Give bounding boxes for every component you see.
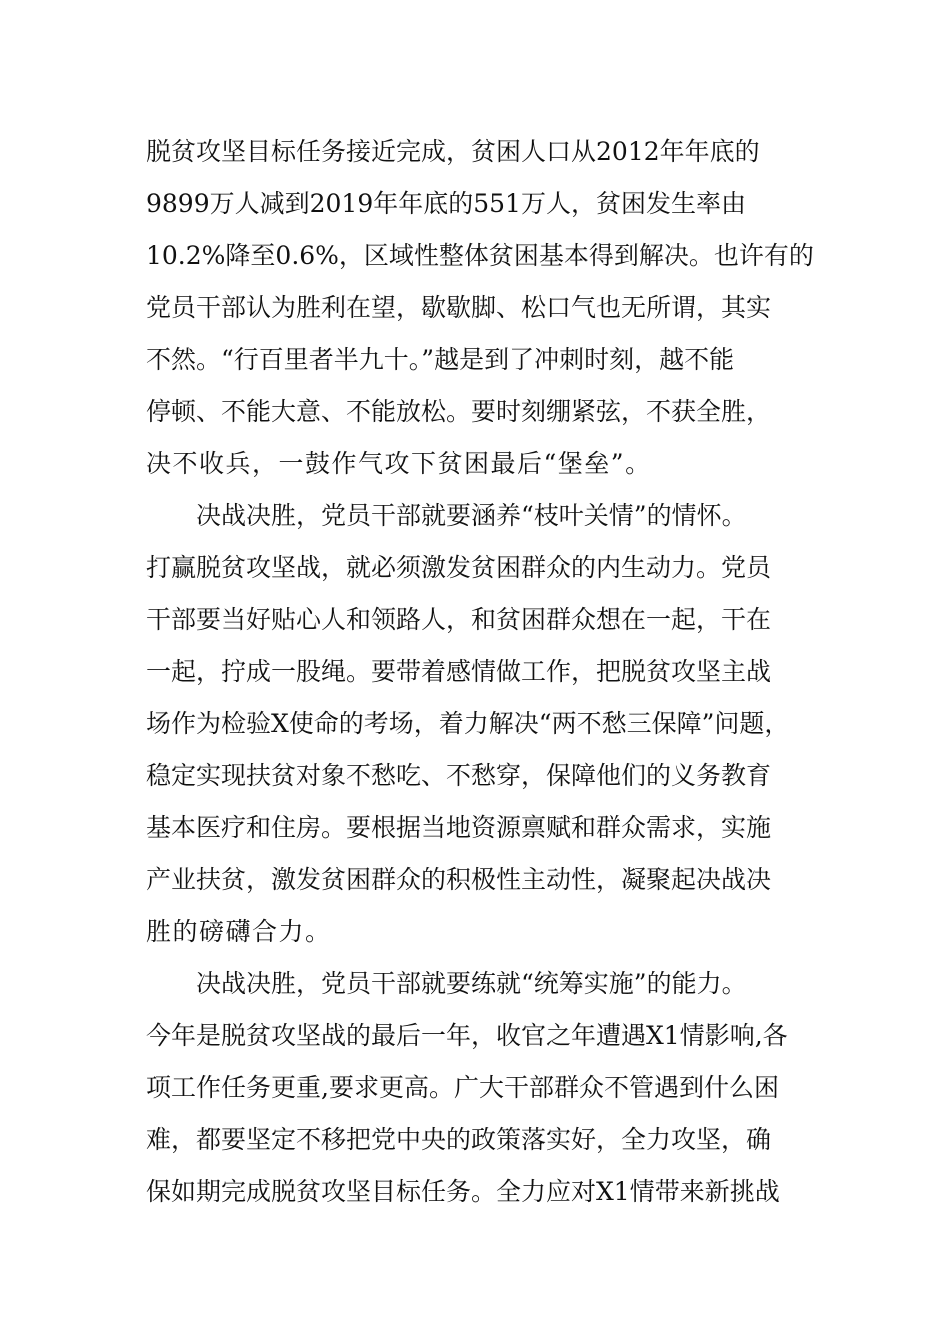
text-line: 一起，拧成一股绳。要带着感情做工作，把脱贫攻坚主战 [146, 657, 772, 686]
text-line: 决战决胜，党员干部就要涵养“枝叶关情”的情怀。 [146, 501, 747, 530]
text-line: 10.2%降至0.6%，区域性整体贫困基本得到解决。也许有的 [146, 241, 814, 270]
text-line: 项工作任务更重,要求更高。广大干部群众不管遇到什么困 [146, 1073, 779, 1102]
document-body [146, 126, 826, 1218]
text-line: 停顿、不能大意、不能放松。要时刻绷紧弦，不获全胜， [146, 397, 772, 426]
paragraph-3 [146, 958, 826, 1218]
text-line: 稳定实现扶贫对象不愁吃、不愁穿，保障他们的义务教育 [146, 761, 772, 790]
text-line: 脱贫攻坚目标任务接近完成，贫困人口从2012年年底的 [146, 137, 760, 166]
paragraph-1 [146, 126, 826, 490]
text-line: 基本医疗和住房。要根据当地资源禀赋和群众需求，实施 [146, 813, 772, 842]
text-line: 决不收兵，一鼓作气攻下贫困最后“堡垒”。 [146, 449, 652, 478]
text-line: 党员干部认为胜利在望，歇歇脚、松口气也无所谓，其实 [146, 293, 772, 322]
text-line: 胜的磅礴合力。 [146, 917, 332, 946]
text-line: 难，都要坚定不移把党中央的政策落实好，全力攻坚，确 [146, 1125, 772, 1154]
text-line: 9899万人减到2019年年底的551万人，贫困发生率由 [146, 189, 746, 218]
text-line: 产业扶贫，激发贫困群众的积极性主动性，凝聚起决战决 [146, 865, 772, 894]
text-line: 决战决胜，党员干部就要练就“统筹实施”的能力。 [146, 969, 747, 998]
text-line: 不然。“行百里者半九十。”越是到了冲刺时刻，越不能 [146, 345, 735, 374]
text-line: 干部要当好贴心人和领路人，和贫困群众想在一起，干在 [146, 605, 772, 634]
paragraph-2 [146, 490, 826, 958]
text-line: 保如期完成脱贫攻坚目标任务。全力应对X1情带来新挑战 [146, 1177, 780, 1206]
text-line: 今年是脱贫攻坚战的最后一年，收官之年遭遇X1情影响,各 [146, 1021, 788, 1050]
text-line: 场作为检验X使命的考场，着力解决“两不愁三保障”问题， [146, 709, 790, 738]
text-line: 打赢脱贫攻坚战，就必须激发贫困群众的内生动力。党员 [146, 553, 772, 582]
